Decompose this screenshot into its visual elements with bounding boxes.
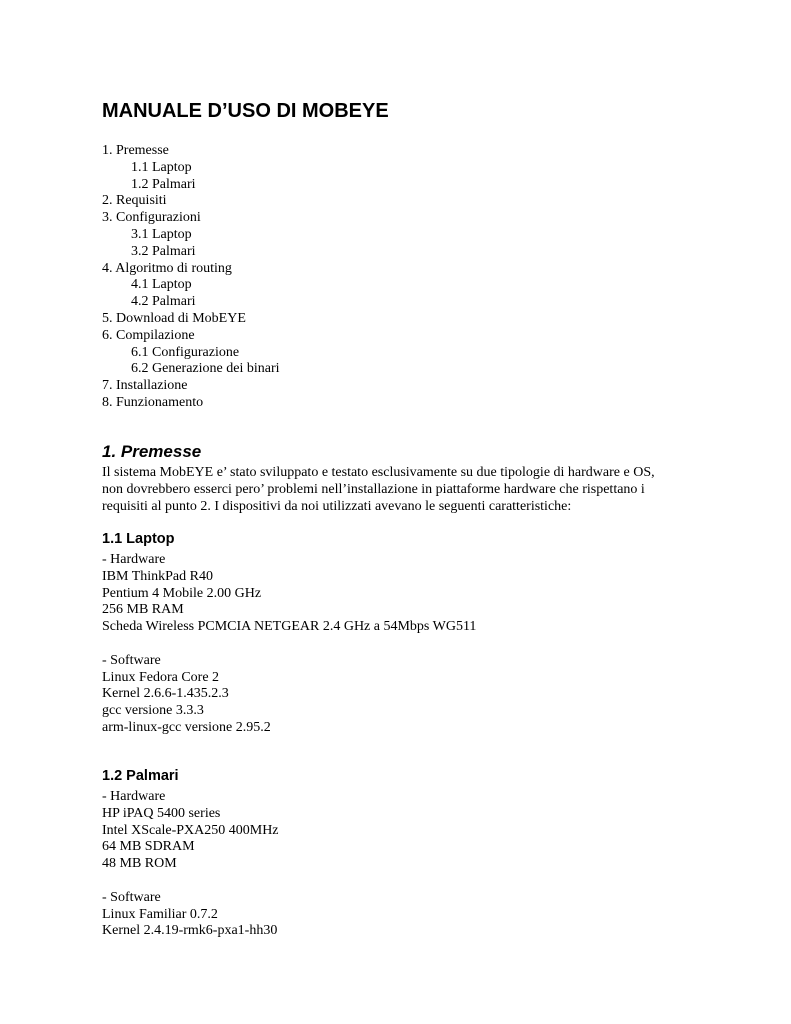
- software-label: - Software: [102, 652, 161, 668]
- toc-item: 3. Configurazioni: [102, 210, 201, 226]
- toc-item: 7. Installazione: [102, 378, 188, 394]
- toc-item: 4. Algoritmo di routing: [102, 260, 232, 276]
- toc-subitem: 3.1 Laptop: [131, 226, 192, 242]
- section-heading-premesse: 1. Premesse: [102, 442, 202, 461]
- subsection-heading-palmari: 1.2 Palmari: [102, 768, 179, 784]
- spec-line: 64 MB SDRAM: [102, 839, 195, 855]
- section-paragraph-premesse: [102, 465, 655, 515]
- toc-subitem: 4.1 Laptop: [131, 277, 192, 293]
- spec-line: HP iPAQ 5400 series: [102, 805, 221, 821]
- spacer: [102, 873, 279, 890]
- paragraph-line: Il sistema MobEYE e’ stato sviluppato e testato esclusivamente su due tipologie di hardware e OS,: [102, 465, 655, 480]
- hardware-label: - Hardware: [102, 552, 166, 567]
- hardware-label: - Hardware: [102, 789, 166, 804]
- spec-line: Pentium 4 Mobile 2.00 GHz: [102, 585, 262, 601]
- spec-line: Intel XScale-PXA250 400MHz: [102, 822, 279, 838]
- laptop-specs: [102, 552, 476, 737]
- palmari-specs: [102, 789, 279, 940]
- spec-line: arm-linux-gcc versione 2.95.2: [102, 719, 271, 735]
- software-label: - Software: [102, 889, 161, 905]
- spec-line: Linux Fedora Core 2: [102, 669, 220, 685]
- spacer: [102, 636, 476, 653]
- subsection-heading-laptop: 1.1 Laptop: [102, 531, 175, 547]
- toc-item: 8. Funzionamento: [102, 394, 204, 410]
- toc-item: 1. Premesse: [102, 143, 169, 158]
- toc-subitem: 1.1 Laptop: [131, 159, 192, 175]
- toc-item: 5. Download di MobEYE: [102, 310, 246, 326]
- toc-subitem: 6.1 Configurazione: [131, 344, 240, 360]
- toc-subitem: 6.2 Generazione dei binari: [131, 361, 280, 377]
- spec-line: Kernel 2.6.6-1.435.2.3: [102, 686, 229, 702]
- toc-subitem: 1.2 Palmari: [131, 176, 196, 192]
- spec-line: IBM ThinkPad R40: [102, 568, 213, 584]
- paragraph-line: non dovrebbero esserci pero’ problemi nell’installazione in piattaforme hardware che rispettano i: [102, 481, 645, 497]
- toc-item: 2. Requisiti: [102, 193, 167, 209]
- document-title: MANUALE D’USO DI MOBEYE: [102, 100, 389, 122]
- toc-subitem: 3.2 Palmari: [131, 243, 196, 259]
- spec-line: Kernel 2.4.19-rmk6-pxa1-hh30: [102, 923, 278, 939]
- toc-subitem: 4.2 Palmari: [131, 294, 196, 310]
- spec-line: 256 MB RAM: [102, 602, 184, 618]
- toc-item: 6. Compilazione: [102, 327, 195, 343]
- spec-line: Linux Familiar 0.7.2: [102, 906, 218, 922]
- table-of-contents: [102, 143, 280, 412]
- paragraph-line: requisiti al punto 2. I dispositivi da noi utilizzati avevano le seguenti caratteristiche:: [102, 498, 572, 514]
- spec-line: gcc versione 3.3.3: [102, 703, 204, 719]
- spec-line: Scheda Wireless PCMCIA NETGEAR 2.4 GHz a 54Mbps WG511: [102, 619, 477, 635]
- spec-line: 48 MB ROM: [102, 856, 177, 872]
